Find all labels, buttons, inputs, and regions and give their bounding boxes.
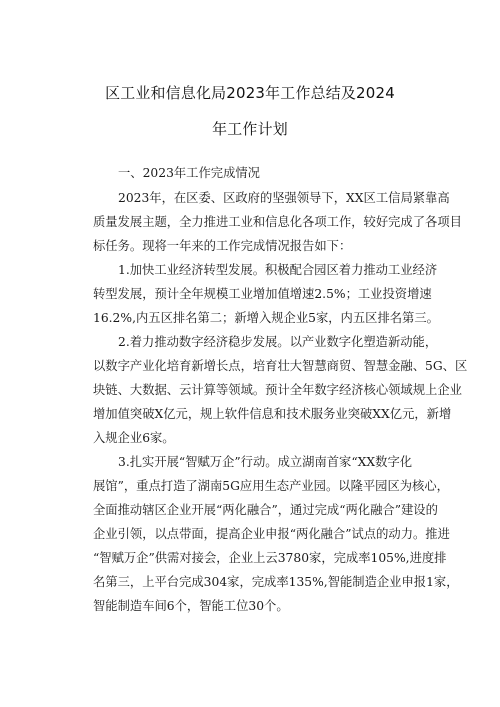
paragraph-line: 企业引领，以点带面，提高企业申报“两化融合”试点的动力。推进: [93, 527, 450, 541]
paragraph-line: 2.着力推动数字经济稳步发展。以产业数字化塑造新动能，: [118, 335, 438, 349]
paragraph-line: 质量发展主题，全力推进工业和信息化各项工作，较好完成了各项目: [93, 215, 462, 229]
paragraph-line: 转型发展，预计全年规模工业增加值增速2.5%；工业投资增速: [93, 287, 432, 301]
paragraph-line: 2023年，在区委、区政府的坚强领导下，XX区工信局紧靠高: [118, 191, 450, 205]
paragraph-line: 以数字产业化培育新增长点，培育壮大智慧商贸、智慧金融、5G、区: [93, 359, 468, 373]
paragraph-line: 标任务。现将一年来的工作完成情况报告如下：: [93, 239, 352, 253]
paragraph-line: 1.加快工业经济转型发展。积极配合园区着力推动工业经济: [118, 263, 438, 277]
document-title-line-2: 年工作计划: [212, 120, 288, 138]
document-title-line-1: 区工业和信息化局2023年工作总结及2024: [105, 84, 395, 102]
paragraph-line: “智赋万企”供需对接会，企业上云3780家，完成率105%,进度排: [93, 551, 447, 565]
paragraph-line: 展馆”，重点打造了湖南5G应用生态产业园。以隆平园区为核心，: [93, 479, 449, 493]
paragraph-line: 智能制造车间6个，智能工位30个。: [93, 599, 289, 613]
paragraph-line: 入规企业6家。: [93, 431, 175, 445]
paragraph-line: 全面推动辖区企业开展“两化融合”，通过完成“两化融合”建设的: [93, 503, 438, 517]
section-heading: 一、2023年工作完成情况: [118, 166, 260, 180]
paragraph-line: 16.2%,内五区排名第二；新增入规企业5家，内五区排名第三。: [93, 311, 439, 325]
paragraph-line: 块链、大数据、云计算等领域。预计全年数字经济核心领域规上企业: [93, 383, 462, 397]
paragraph-line: 3.扎实开展“智赋万企”行动。成立湖南首家“XX数字化: [118, 455, 413, 469]
paragraph-line: 增加值突破X亿元，规上软件信息和技术服务业突破XX亿元，新增: [93, 407, 452, 421]
paragraph-line: 名第三，上平台完成304家，完成率135%,智能制造企业申报1家，: [93, 575, 459, 589]
